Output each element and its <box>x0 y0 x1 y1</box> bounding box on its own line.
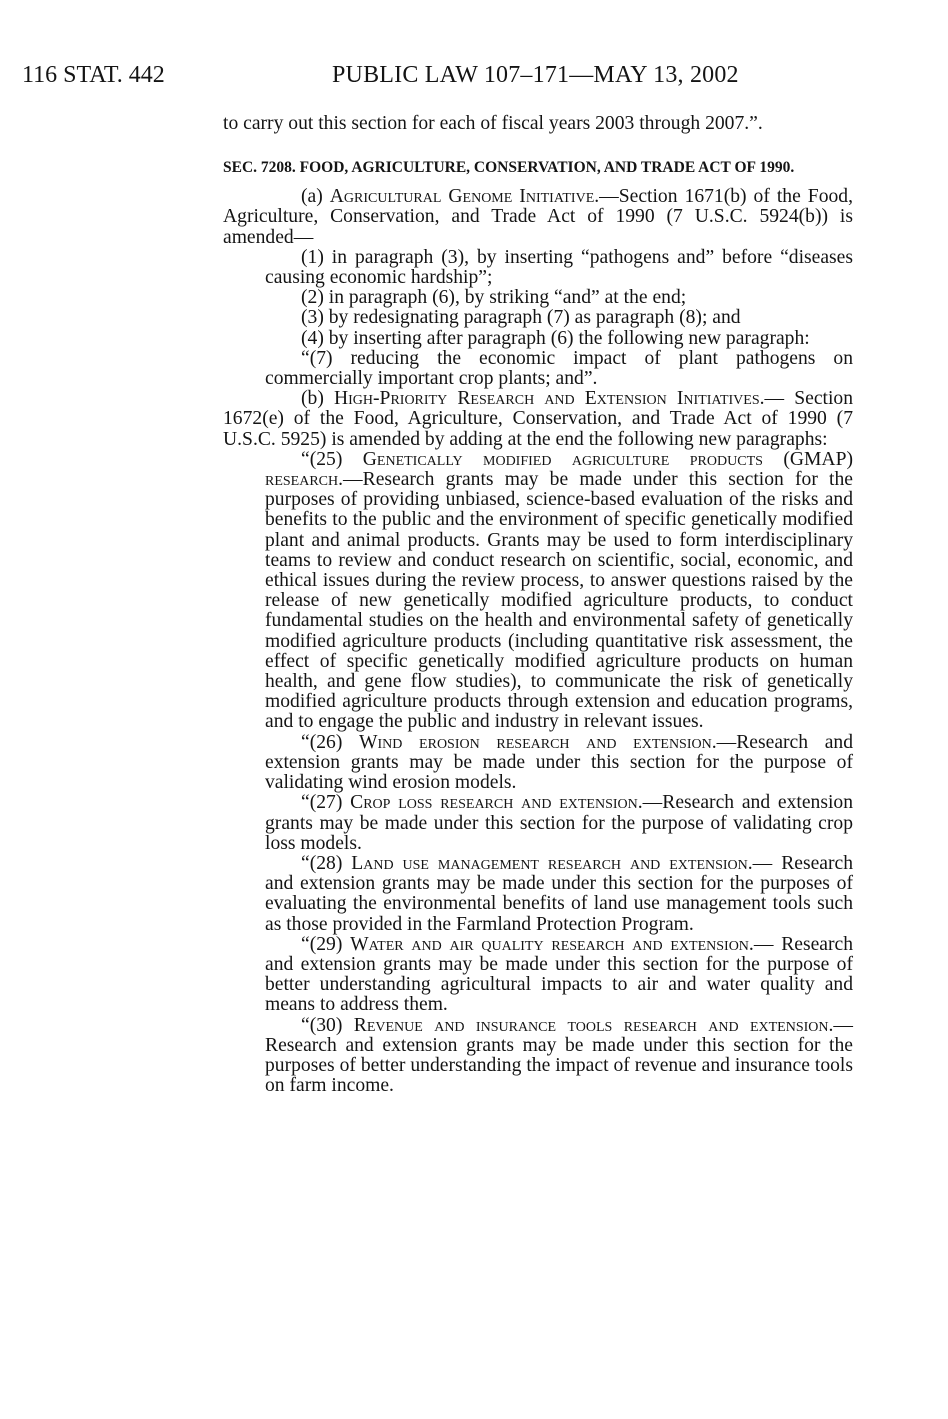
paragraph-26-text: —Research and extension grants may be made under this section for the purpose of validating wind erosion models. <box>265 731 853 794</box>
paragraph-29-number: “(29) <box>301 933 351 955</box>
amendment-item-3: (3) by redesignating paragraph (7) as paragraph (8); and <box>301 307 741 329</box>
amendment-item-2: (2) in paragraph (6), by striking “and” at the end; <box>301 287 687 309</box>
paragraph-30-heading: Revenue and insurance tools research and extension. <box>353 1014 834 1036</box>
subsection-b-heading: High-Priority Research and Extension Initiatives. <box>333 388 765 410</box>
paragraph-25-number: “(25) <box>301 448 363 470</box>
subsection-b-text: — Section 1672(e) of the Food, Agriculture, Conservation, and Trade Act of 1990 (7 U.S.C. 5925) is amended by adding at the end the following new paragraphs: <box>223 388 854 450</box>
subsection-a-text: —Section 1671(b) of the Food, Agriculture, Conservation, and Trade Act of 1990 (7 U.S.C. 5924(b)) is amended— <box>223 186 853 248</box>
paragraph-30-number: “(30) <box>301 1014 354 1036</box>
paragraph-25-text: —Research grants may be made under this section for the purposes of providing unbiased, science-based evaluation of the risks and benefits to the public and the environment of specific genetically modified plant and animal products. Grants may be used to form interdisciplinary teams to review and conduct research on scientific, social, economic, and ethical issues during the review process, to answer questions raised by the release of new genetically modified agriculture products, to conduct fundamental studies on the health and environmental safety of genetically modified agriculture products (including quantitative risk assessment, the effect of specific genetically modified agriculture products on human health, and gene flow studies), to communicate the risk of genetically modified agriculture products through extension and education programs, and to engage the public and industry in relevant issues. <box>265 469 853 733</box>
paragraph-27-heading: Crop loss research and extension. <box>350 792 643 814</box>
paragraph-26-number: “(26) <box>301 731 360 753</box>
quoted-paragraph-28 <box>223 854 853 935</box>
paragraph-28-heading: Land use management research and extension. <box>351 852 753 874</box>
paragraph-29-text: — Research and extension grants may be made under this section for the purpose of better understanding agricultural impacts to air and water quality and means to address them. <box>265 933 853 1016</box>
subsection-a-heading: Agricultural Genome Initiative. <box>329 186 600 208</box>
paragraph-28-number: “(28) <box>301 852 352 874</box>
quoted-paragraph-30 <box>223 1016 853 1097</box>
subsection-a <box>223 187 853 248</box>
paragraph-25-heading: Genetically modified agriculture products (GMAP) research. <box>265 448 853 491</box>
amendment-item-1: (1) in paragraph (3), by inserting “pathogens and” before “diseases causing economic hardship”; <box>265 246 853 289</box>
paragraph-28-text: — Research and extension grants may be made under this section for the purposes of evaluating the environmental benefits of land use management tools such as those provided in the Farmland Protection Program. <box>265 852 853 935</box>
paragraph-29-heading: Water and air quality research and extension. <box>350 933 754 955</box>
subsection-a-label: (a) <box>301 186 330 208</box>
quoted-paragraph-27 <box>223 793 853 854</box>
paragraph-27-text: —Research and extension grants may be made under this section for the purpose of validating crop loss models. <box>265 792 854 854</box>
section-heading: SEC. 7208. FOOD, AGRICULTURE, CONSERVATION, AND TRADE ACT OF 1990. <box>223 159 795 177</box>
document-body <box>223 114 853 1096</box>
quoted-paragraph-7: “(7) reducing the economic impact of plant pathogens on commercially important crop plants; and”. <box>265 347 853 390</box>
quoted-paragraph-26 <box>223 733 853 794</box>
amendment-item-4: (4) by inserting after paragraph (6) the following new paragraph: <box>301 327 810 349</box>
subsection-b-label: (b) <box>301 388 334 410</box>
statute-page-number: 116 STAT. 442 <box>22 62 165 88</box>
public-law-title: PUBLIC LAW 107–171—MAY 13, 2002 <box>332 62 739 88</box>
quoted-paragraph-29 <box>223 935 853 1016</box>
paragraph-30-text: —Research and extension grants may be made under this section for the purposes of better understanding the impact of revenue and insurance tools on farm income. <box>265 1014 853 1097</box>
paragraph-27-number: “(27) <box>301 792 351 814</box>
quoted-paragraph-25 <box>223 450 853 733</box>
paragraph-26-heading: Wind erosion research and extension. <box>359 731 717 753</box>
page-header <box>22 62 848 92</box>
subsection-b <box>223 389 853 450</box>
continuation-paragraph: to carry out this section for each of fiscal years 2003 through 2007.”. <box>223 113 763 134</box>
